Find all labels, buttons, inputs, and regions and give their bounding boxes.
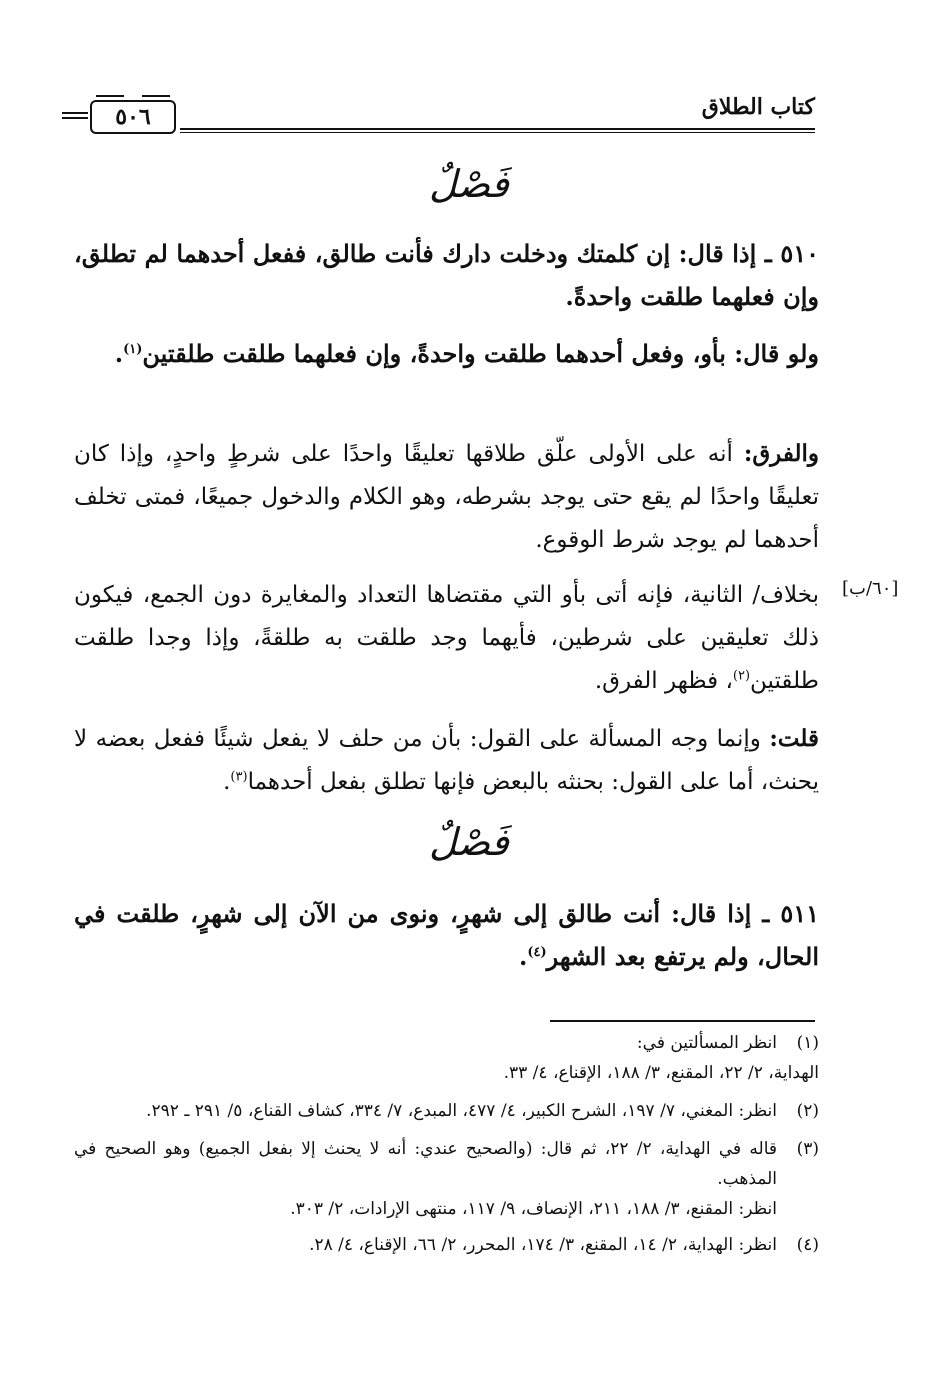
footnote-number: (٤) [796, 1235, 819, 1255]
contrast-end: ، فظهر الفرق. [594, 668, 733, 694]
footnote-number: (٢) [796, 1101, 819, 1121]
footnotes [74, 1028, 819, 1260]
section-heading: فَصْلٌ [429, 162, 509, 206]
header-rule [180, 128, 815, 130]
qult-paragraph [74, 717, 819, 804]
footnote-ref-2[interactable]: (٢) [732, 668, 751, 684]
footnote-number: (١) [796, 1033, 819, 1053]
footnote-4 [74, 1230, 819, 1260]
footnote-line: الهداية، ٢/ ٢٢، المقنع، ٣/ ١٨٨، الإقناع، ٤/ ٣٣. [503, 1063, 819, 1083]
difference-paragraph [74, 432, 819, 562]
footnote-line: انظر: الهداية، ٢/ ١٤، المقنع، ٣/ ١٧٤، المحرر، ٢/ ٦٦، الإقناع، ٤/ ٢٨. [309, 1235, 777, 1255]
footnote-3 [74, 1134, 819, 1224]
manuscript-folio-marker: [٦٠/ب] [842, 578, 899, 599]
page-number: ٥٠٦ [90, 100, 176, 134]
issue-511-text: أنت طالق إلى شهرٍ، ونوى من الآن إلى شهرٍ، طلقت في الحال، ولم يرتفع بعد الشهر [74, 899, 819, 971]
difference-text: أنه على الأولى علّق طلاقها تعليقًا واحدًا على شرطٍ واحدٍ، وإذا كان تعليقًا واحدًا لم يقع حتى يوجد بشرطه، وهو الكلام والدخول جميعًا، فمتى تخلف أحدهما لم يوجد شرط الوقوع. [74, 441, 819, 553]
qult-end: . [223, 769, 231, 795]
footnote-line: انظر المسألتين في: [636, 1033, 777, 1053]
qult-label: قلت: [769, 725, 819, 752]
header-rule-left-2 [62, 117, 88, 119]
contrast-paragraph [74, 574, 819, 703]
footnote-number: (٣) [796, 1139, 819, 1159]
footnote-ref-3[interactable]: (٣) [230, 769, 248, 785]
issue-510-alt [74, 332, 879, 375]
contrast-text: بخلاف/ الثانية، فإنه أتى بأو التي مقتضاها التعداد والمغايرة دون الجمع، فيكون ذلك تعليقين على شرطين، فأيهما وجد طلقت به طلقةً، وإذا وجدا طلقت طلقتين [74, 582, 819, 694]
issue-510-alt-end: . [114, 339, 124, 368]
section-heading-2: فَصْلٌ [429, 820, 509, 864]
issue-511-end: . [519, 942, 528, 971]
footnote-ref-4[interactable]: (٤) [527, 945, 547, 960]
qult-text: وإنما وجه المسألة على القول: بأن من حلف لا يفعل شيئًا ففعل بعضه لا يحنث، أما على القول: بحنثه بالبعض فإنها تطلق بفعل أحدهما [74, 726, 819, 795]
footnote-line: قاله في الهداية، ٢/ ٢٢، ثم قال: (والصحيح عندي: أنه لا يحنث إلا بفعل الجميع) وهو الصحيح في المذهب. [74, 1139, 778, 1189]
header-rule-left [62, 112, 88, 114]
page-header [70, 82, 815, 142]
footnote-separator [550, 1020, 815, 1022]
issue-511 [74, 892, 819, 978]
footnote-line: انظر: المغني، ٧/ ١٩٧، الشرح الكبير، ٤/ ٤٧٧، المبدع، ٧/ ٣٣٤، كشاف القناع، ٥/ ٢٩١ ـ ٢٩٢. [146, 1101, 777, 1121]
issue-510-text: إن كلمتك ودخلت دارك فأنت طالق، ففعل أحدهما لم تطلق، وإن فعلهما طلقت واحدةً. [74, 239, 819, 311]
issue-510-number: ٥١٠ ـ إذا قال: [678, 239, 819, 268]
footnote-1 [74, 1028, 819, 1088]
footnote-ref-1[interactable]: (١) [123, 342, 143, 357]
header-rule-thin [180, 132, 815, 133]
footnote-2 [74, 1096, 819, 1126]
issue-510-alt-text: ولو قال: بأو، وفعل أحدهما طلقت واحدةً، وإن فعلهما طلقت طلقتين [142, 339, 819, 368]
issue-511-number: ٥١١ ـ إذا قال: [671, 899, 819, 928]
issue-510 [74, 232, 819, 318]
footnote-line: انظر: المقنع، ٣/ ١٨٨، ٢١١، الإنصاف، ٩/ ١١٧، منتهى الإرادات، ٢/ ٣٠٣. [290, 1199, 777, 1219]
running-title: كتاب الطلاق [701, 94, 815, 120]
difference-label: والفرق: [743, 440, 819, 467]
